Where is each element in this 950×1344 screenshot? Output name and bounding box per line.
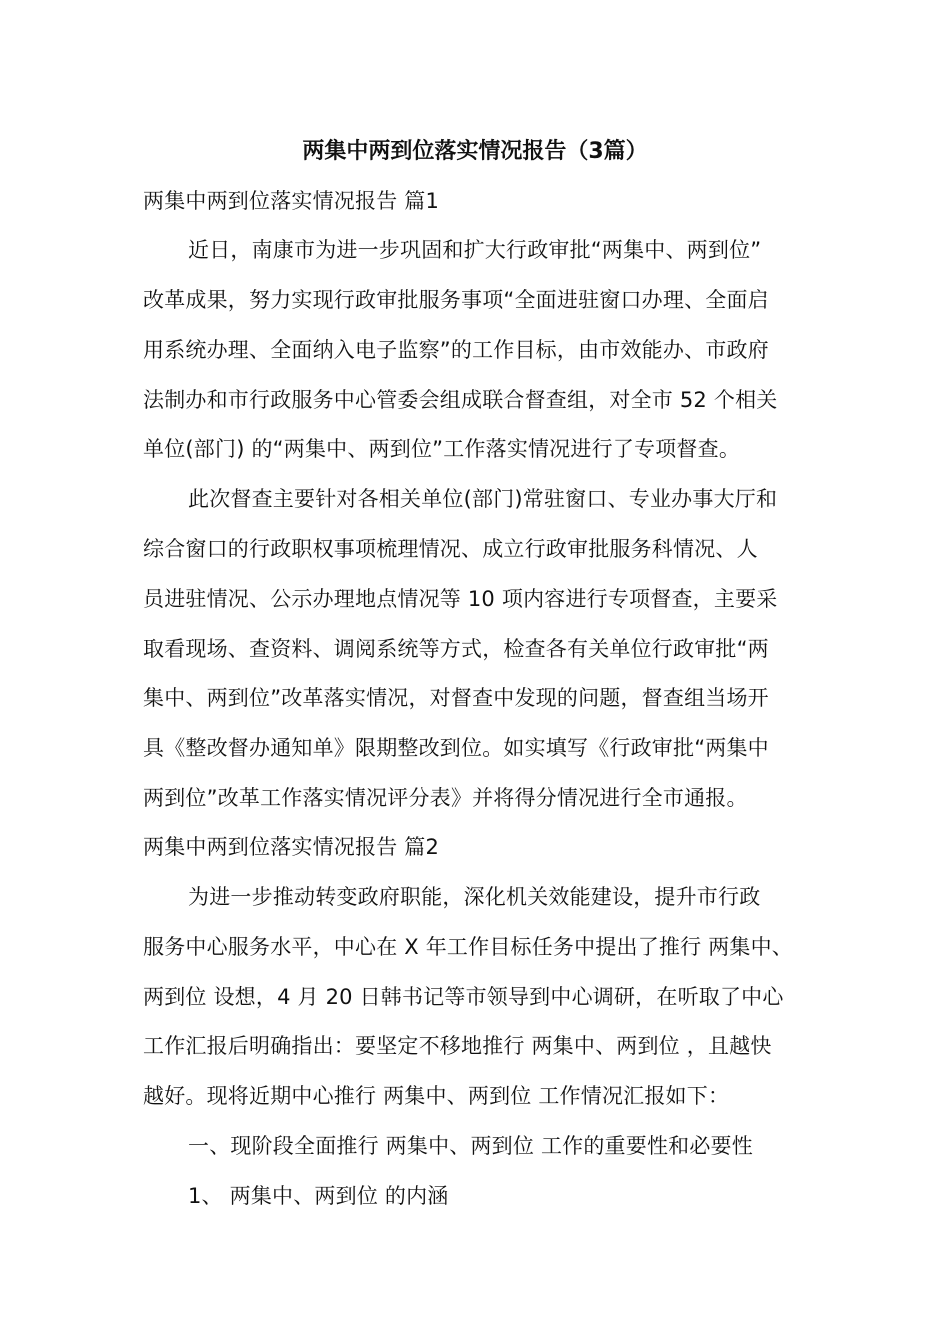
- paragraph-line: 用系统办理、全面纳入电子监察”的工作目标，由市效能办、市政府: [143, 338, 769, 362]
- paragraph-line: 员进驻情况、公示办理地点情况等 10 项内容进行专项督查，主要采: [143, 587, 778, 611]
- paragraph-line: 此次督查主要针对各相关单位(部门)常驻窗口、专业办事大厅和: [188, 487, 778, 511]
- paragraph-line: 综合窗口的行政职权事项梳理情况、成立行政审批服务科情况、人: [143, 537, 758, 561]
- document-title: 两集中两到位落实情况报告（3篇）: [302, 139, 648, 164]
- paragraph-line: 法制办和市行政服务中心管委会组成联合督查组，对全市 52 个相关: [143, 388, 778, 412]
- paragraph-line: 单位(部门) 的“两集中、两到位”工作落实情况进行了专项督查。: [143, 437, 741, 461]
- subheading-line: 1、 两集中、两到位 的内涵: [188, 1184, 449, 1208]
- section-heading-1: 两集中两到位落实情况报告 篇1: [143, 189, 440, 213]
- paragraph-line: 为进一步推动转变政府职能，深化机关效能建设，提升市行政: [188, 885, 761, 909]
- section-heading-2: 两集中两到位落实情况报告 篇2: [143, 835, 440, 859]
- paragraph-line: 服务中心服务水平，中心在 X 年工作目标任务中提出了推行 两集中、: [143, 935, 794, 959]
- paragraph-line: 具《整改督办通知单》限期整改到位。如实填写《行政审批“两集中: [143, 736, 769, 760]
- paragraph-line: 近日，南康市为进一步巩固和扩大行政审批“两集中、两到位”: [188, 238, 762, 262]
- paragraph-line: 集中、两到位”改革落实情况，对督查中发现的问题，督查组当场开: [143, 686, 769, 710]
- paragraph-line: 越好。现将近期中心推行 两集中、两到位 工作情况汇报如下：: [143, 1084, 730, 1108]
- subheading-line: 一、现阶段全面推行 两集中、两到位 工作的重要性和必要性: [188, 1134, 753, 1158]
- paragraph-line: 两到位 设想，4 月 20 日韩书记等市领导到中心调研，在听取了中心: [143, 985, 784, 1009]
- paragraph-line: 工作汇报后明确指出：要坚定不移地推行 两集中、两到位 ，且越快: [143, 1034, 772, 1058]
- paragraph-line: 改革成果，努力实现行政审批服务事项“全面进驻窗口办理、全面启: [143, 288, 769, 312]
- paragraph-line: 两到位”改革工作落实情况评分表》并将得分情况进行全市通报。: [143, 786, 748, 810]
- paragraph-line: 取看现场、查资料、调阅系统等方式，检查各有关单位行政审批“两: [143, 637, 769, 661]
